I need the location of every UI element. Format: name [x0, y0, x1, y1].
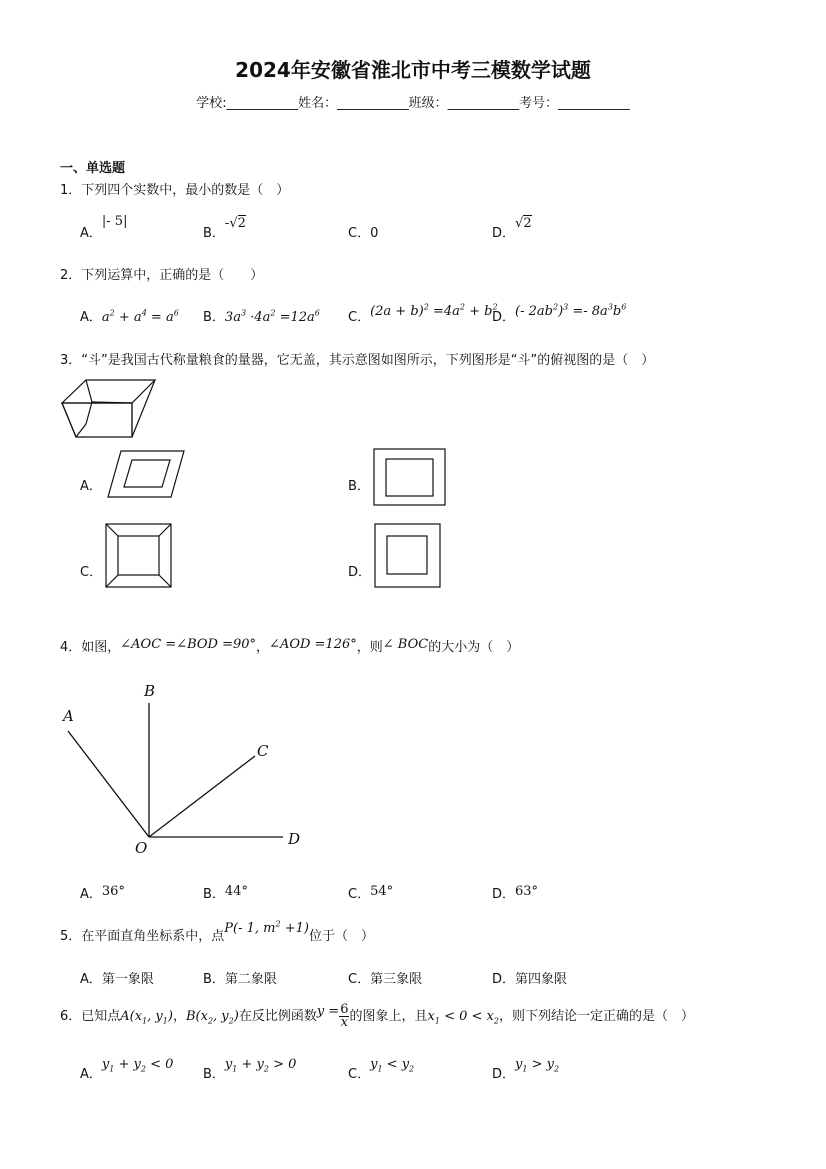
q4-stem-post: 的大小为（ ）	[428, 640, 520, 655]
q4-stem-pre: 4．如图，	[60, 640, 121, 655]
label-c: C	[257, 742, 269, 760]
q4-option-a-value: 36°	[101, 884, 125, 899]
q4-option-b-value: 44°	[224, 884, 248, 899]
dou-figure	[58, 377, 158, 441]
q4-option-c-value: 54°	[370, 884, 394, 899]
q3-option-a-label: A．	[80, 479, 102, 494]
sqrt-icon: √	[229, 216, 238, 231]
q6-option-b-expr: $y_1 + y_2 > 0$	[224, 1057, 297, 1074]
q3-option-a-figure	[106, 449, 186, 499]
q6-frac-den: x	[340, 1015, 349, 1030]
q4-comma: ，	[256, 640, 270, 655]
q2-option-b-expr: $3a^3 \cdot 4a^2 =12a^6$	[224, 308, 320, 325]
q1-option-a	[80, 214, 128, 241]
q6-condition: $x_1 < 0 < x_2$	[427, 1009, 499, 1026]
q4-option-a	[80, 883, 125, 902]
q6-point-b: $B(x_2$, $y_2$)	[185, 1009, 239, 1026]
q4-angle-boc: ∠ BOC	[382, 637, 429, 652]
label-d: D	[288, 830, 301, 848]
q5-option-c: C．第三象限	[348, 972, 423, 987]
question-3-stem: 3．“斗”是我国古代称量粮食的量器，它无盖，其示意图如图所示，下列图形是“斗”的俯视图的是（ ）	[60, 353, 655, 368]
ray-oa	[68, 731, 149, 837]
q1-option-b	[203, 216, 246, 241]
label-b: B	[144, 682, 156, 700]
q6-stem-5: ，则下列结论一定正确的是（ ）	[498, 1009, 694, 1024]
q6-option-a-expr: $y_1 + y_2 < 0$	[101, 1057, 174, 1074]
q2-option-c-label: C．	[348, 310, 371, 325]
q1-option-a-value: |- 5|	[101, 214, 128, 229]
q4-angle-eq2: ∠AOD =126°	[269, 637, 357, 652]
q4-option-c-label: C．	[348, 887, 371, 902]
q1-option-b-radicand: 2	[237, 216, 246, 231]
q3-option-c-figure	[105, 523, 173, 589]
q1-option-d	[492, 216, 532, 241]
q1-option-a-label: A．	[80, 226, 102, 241]
ray-oc	[149, 756, 255, 837]
q6-option-c-expr: $y_1 < y_2$	[370, 1057, 415, 1074]
q3-option-b-figure	[373, 448, 447, 508]
q5-stem-post: 位于（ ）	[308, 929, 374, 944]
q4-option-d-label: D．	[492, 887, 516, 902]
q6-frac-num: 6	[340, 1002, 349, 1017]
q2-option-a-expr: $a^2 + a^4 = a^6$	[101, 308, 179, 325]
q1-option-c: C．0	[348, 226, 379, 241]
q6-stem-3: 在反比例函数	[238, 1009, 317, 1024]
q6-option-b-label: B．	[203, 1067, 225, 1082]
q5-option-b: B．第二象限	[203, 972, 277, 987]
q5-point-p: P(- 1, $m^2 +1$)	[224, 919, 309, 936]
q4-angle-eq1: ∠AOC =∠BOD =90°	[120, 637, 257, 652]
q1-option-d-radicand: 2	[523, 216, 532, 231]
label-o: O	[135, 839, 148, 857]
q2-option-a	[80, 306, 179, 325]
q4-option-b-label: B．	[203, 887, 225, 902]
q6-function-lhs: y =	[316, 1004, 340, 1019]
q2-option-c	[348, 302, 498, 325]
q5-option-a: A．第一象限	[80, 972, 154, 987]
sqrt-icon: √	[515, 216, 524, 231]
q1-option-b-minus: -	[224, 216, 230, 231]
q6-option-d-label: D．	[492, 1067, 516, 1082]
q6-option-a-label: A．	[80, 1067, 102, 1082]
q2-option-d-expr: (- $2ab^2)^3 =- 8a^3b^6$	[515, 302, 627, 319]
section-heading: 一、单选题	[60, 161, 126, 176]
q6-option-d	[492, 1057, 560, 1084]
question-6-stem	[60, 1002, 694, 1037]
q3-option-d-figure	[374, 523, 442, 589]
q5-option-d: D．第四象限	[492, 972, 568, 987]
q2-option-b-label: B．	[203, 310, 225, 325]
q2-option-d-label: D．	[492, 310, 516, 325]
page-title: 2024年安徽省淮北市中考三模数学试题	[235, 58, 591, 82]
q3-option-d-label: D．	[348, 565, 372, 580]
q4-option-d	[492, 883, 538, 902]
q2-option-d	[492, 302, 627, 325]
q4-option-c	[348, 883, 393, 902]
question-2-stem: 2．下列运算中，正确的是（ ）	[60, 268, 264, 283]
q6-option-a	[80, 1057, 174, 1084]
q5-stem-pre: 5．在平面直角坐标系中，点	[60, 929, 225, 944]
q6-stem-2: ，	[172, 1009, 186, 1024]
q6-option-d-expr: $y_1 > y_2$	[515, 1057, 560, 1074]
q2-option-b	[203, 306, 320, 325]
question-1-stem: 1．下列四个实数中，最小的数是（ ）	[60, 183, 290, 198]
q6-option-b	[203, 1057, 297, 1084]
question-5-stem	[60, 919, 374, 944]
q4-option-b	[203, 883, 248, 902]
q2-option-a-label: A．	[80, 310, 102, 325]
label-a: A	[63, 707, 74, 725]
q4-stem-mid: ，则	[356, 640, 383, 655]
q6-stem-1: 6．已知点	[60, 1009, 121, 1024]
q1-option-d-label: D．	[492, 226, 516, 241]
angle-figure	[58, 680, 318, 860]
q6-point-a: $A(x_1$, $y_1$)	[120, 1009, 173, 1026]
q2-option-c-expr: $(2a + b)^2 =4a^2 + b^2$	[370, 302, 498, 319]
q3-option-b-label: B．	[348, 479, 370, 494]
q4-option-d-value: 63°	[515, 884, 539, 899]
q6-fraction	[339, 1004, 349, 1029]
q6-option-c-label: C．	[348, 1067, 371, 1082]
q4-option-a-label: A．	[80, 887, 102, 902]
q6-option-c	[348, 1057, 415, 1084]
student-info-line: 学校:___________姓名：___________班级：___________考号：___________	[196, 96, 630, 111]
q1-option-b-label: B．	[203, 226, 225, 241]
q3-option-c-label: C．	[80, 565, 103, 580]
q6-stem-4: 的图象上，且	[349, 1009, 428, 1024]
question-4-stem	[60, 636, 519, 655]
